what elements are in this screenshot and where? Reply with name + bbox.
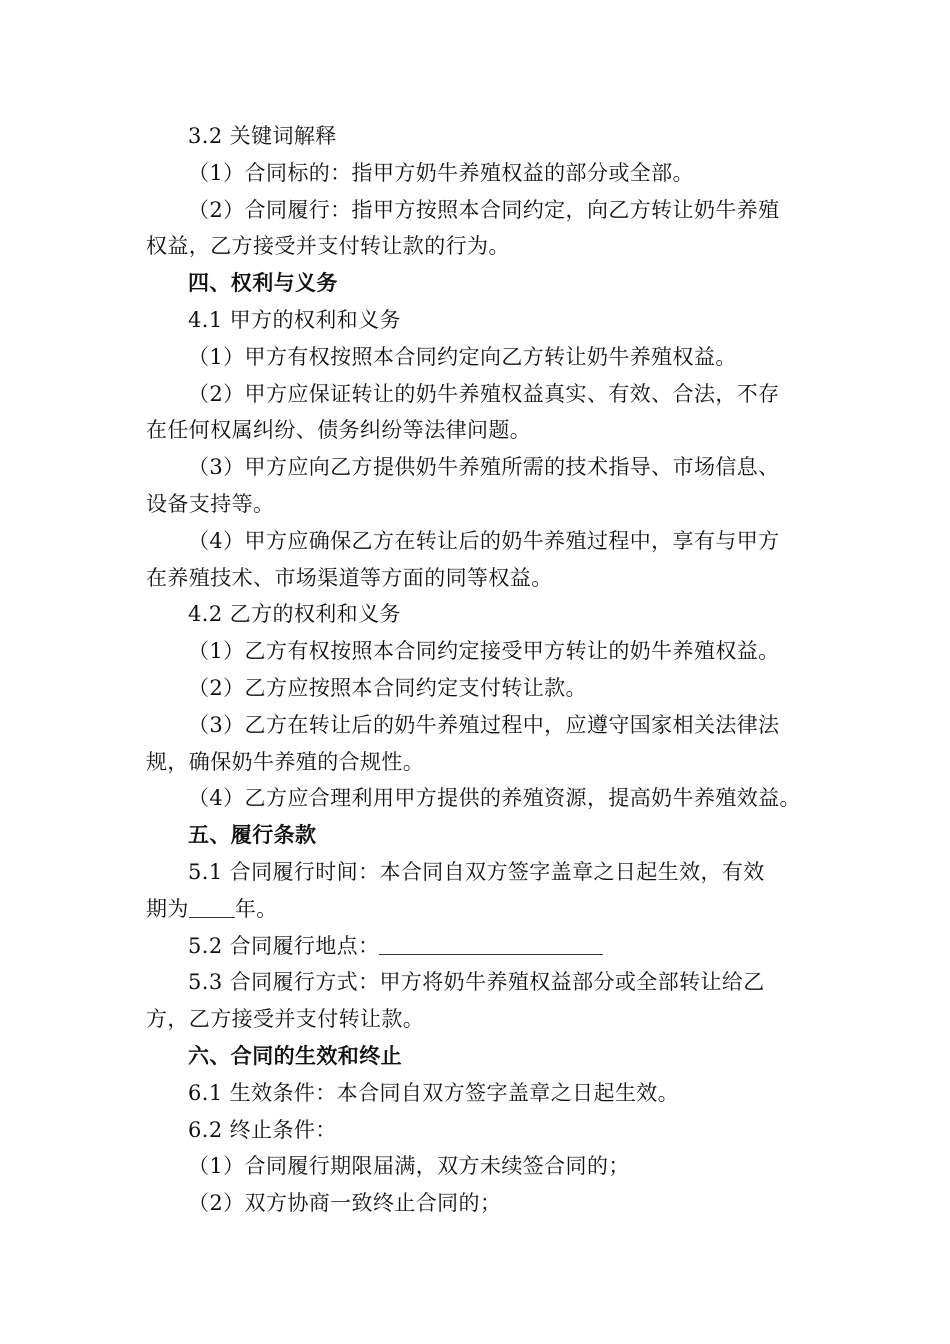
section-4-2-item-3-line-2: 规，确保奶牛养殖的合规性。 xyxy=(146,749,425,774)
section-5-1-line-1: 5.1 合同履行时间：本合同自双方签字盖章之日起生效，有效 xyxy=(188,859,765,884)
section-4-1-item-2-line-1: （2）甲方应保证转让的奶牛养殖权益真实、有效、合法，不存 xyxy=(188,381,780,406)
location-blank xyxy=(379,934,603,955)
term-years-blank xyxy=(189,897,235,918)
contract-body xyxy=(146,118,820,1222)
section-3-2-item-2-line-2: 权益，乙方接受并支付转让款的行为。 xyxy=(146,234,510,259)
section-3-2-item-1: （1）合同标的：指甲方奶牛养殖权益的部分或全部。 xyxy=(188,160,694,185)
section-5-1-line-2-post: 年。 xyxy=(234,896,278,921)
section-4-1-item-2-line-2: 在任何权属纠纷、债务纠纷等法律问题。 xyxy=(146,418,532,443)
section-4-1-item-1: （1）甲方有权按照本合同约定向乙方转让奶牛养殖权益。 xyxy=(188,344,737,369)
section-4-1-item-3-line-1: （3）甲方应向乙方提供奶牛养殖所需的技术指导、市场信息、 xyxy=(188,455,780,480)
section-4-2-item-3-line-1: （3）乙方在转让后的奶牛养殖过程中，应遵守国家相关法律法 xyxy=(188,712,780,737)
section-4-2-item-4: （4）乙方应合理利用甲方提供的养殖资源，提高奶牛养殖效益。 xyxy=(188,786,801,811)
section-5-1-line-2 xyxy=(146,891,820,928)
section-4-2-item-1: （1）乙方有权按照本合同约定接受甲方转让的奶牛养殖权益。 xyxy=(188,639,780,664)
section-6-heading: 六、合同的生效和终止 xyxy=(188,1043,402,1068)
section-6-2-item-1: （1）合同履行期限届满，双方未续签合同的； xyxy=(188,1154,630,1179)
section-4-2-title: 4.2 乙方的权利和义务 xyxy=(188,602,401,627)
section-4-heading: 四、权利与义务 xyxy=(188,271,338,296)
section-6-2: 6.2 终止条件： xyxy=(188,1117,337,1142)
section-3-2-item-2-line-1: （2）合同履行：指甲方按照本合同约定，向乙方转让奶牛养殖 xyxy=(188,197,780,222)
section-5-3-line-2: 方，乙方接受并支付转让款。 xyxy=(146,1007,425,1032)
section-6-2-item-2: （2）双方协商一致终止合同的； xyxy=(188,1191,502,1216)
section-4-1-title: 4.1 甲方的权利和义务 xyxy=(188,307,401,332)
section-5-2 xyxy=(146,928,820,965)
section-5-1-line-2-pre: 期为 xyxy=(146,896,189,921)
section-6-1: 6.1 生效条件：本合同自双方签字盖章之日起生效。 xyxy=(188,1080,680,1105)
section-3-2-title: 3.2 关键词解释 xyxy=(188,124,337,148)
section-4-1-item-3-line-2: 设备支持等。 xyxy=(146,491,275,516)
section-5-heading: 五、履行条款 xyxy=(188,823,317,848)
section-5-2-label: 5.2 合同履行地点： xyxy=(188,933,380,958)
section-4-2-item-2: （2）乙方应按照本合同约定支付转让款。 xyxy=(188,675,587,700)
section-4-1-item-4-line-2: 在养殖技术、市场渠道等方面的同等权益。 xyxy=(146,565,553,590)
section-4-1-item-4-line-1: （4）甲方应确保乙方在转让后的奶牛养殖过程中，享有与甲方 xyxy=(188,528,780,553)
section-5-3-line-1: 5.3 合同履行方式：甲方将奶牛养殖权益部分或全部转让给乙 xyxy=(188,970,765,995)
